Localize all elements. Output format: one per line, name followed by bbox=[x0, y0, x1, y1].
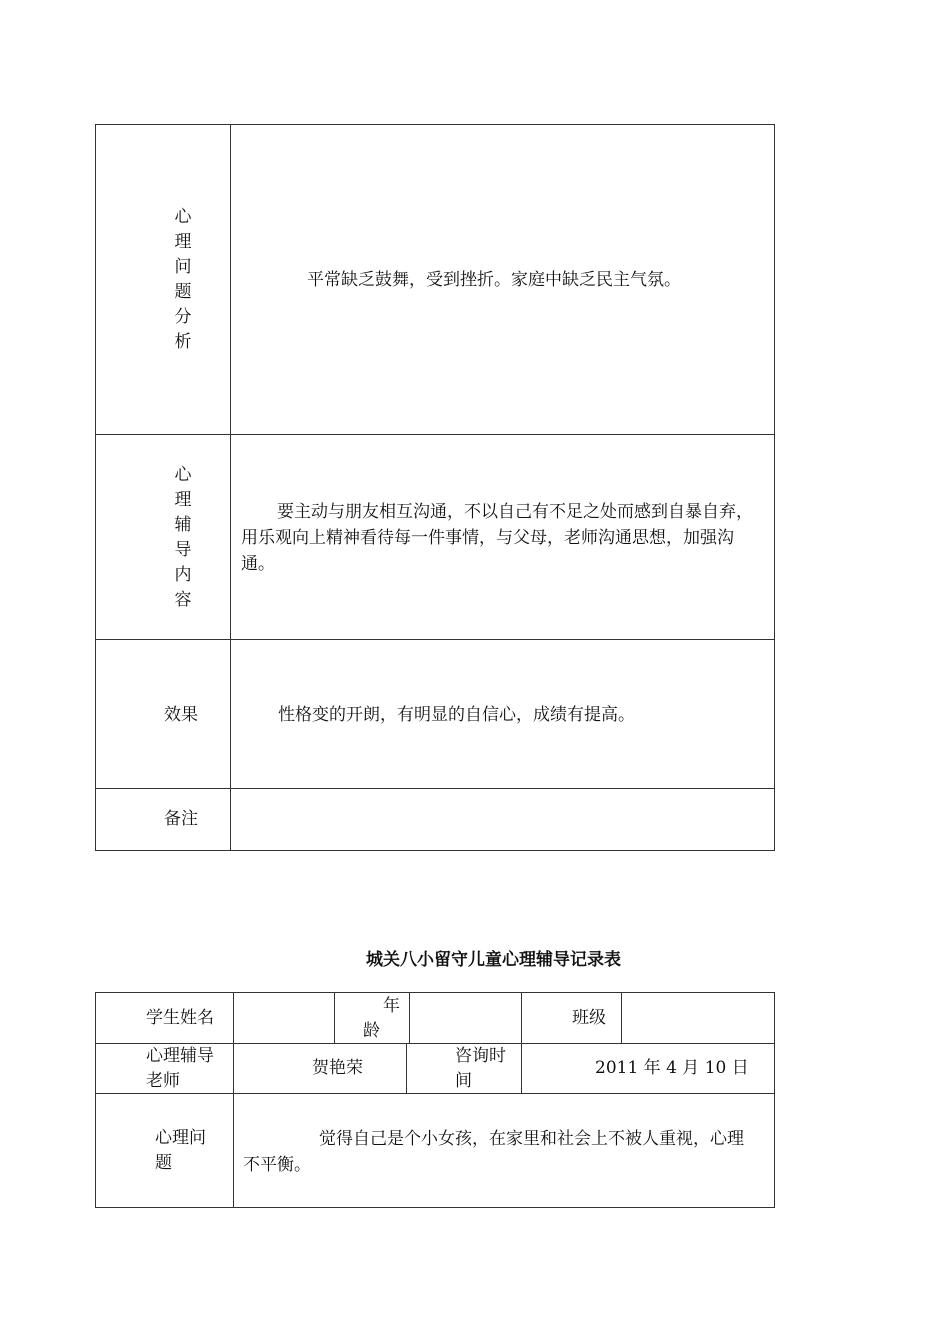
consult-time-value: 2011 年 4 月 10 日 bbox=[595, 1058, 749, 1078]
guidance-label-char: 导 bbox=[174, 540, 192, 560]
analysis-label-char: 分 bbox=[174, 307, 192, 327]
problem-text: 觉得自己是个小女孩，在家里和社会上不被人重视，心理不平衡。 bbox=[243, 1129, 744, 1175]
table-top-row-divider bbox=[95, 434, 775, 435]
counseling-table-top bbox=[95, 124, 775, 851]
guidance-label-char: 理 bbox=[174, 490, 192, 510]
guidance-label-char: 容 bbox=[174, 590, 192, 610]
table-top-row-divider bbox=[95, 788, 775, 789]
analysis-label-char: 理 bbox=[174, 232, 192, 252]
guidance-label-char: 内 bbox=[174, 565, 192, 585]
record-form-cell-divider bbox=[621, 992, 622, 1043]
teacher-label-line2: 老师 bbox=[146, 1071, 180, 1091]
analysis-label-char: 心 bbox=[174, 207, 192, 227]
guidance-label-char: 心 bbox=[174, 465, 192, 485]
record-form-cell-divider bbox=[409, 992, 410, 1043]
problem-label-line1: 心理问 bbox=[155, 1128, 206, 1148]
record-form-cell-divider bbox=[233, 992, 234, 1043]
record-form-cell-divider bbox=[233, 1043, 234, 1093]
consult-time-label-line2: 间 bbox=[455, 1071, 472, 1091]
student-name-label: 学生姓名 bbox=[146, 1008, 214, 1028]
guidance-text: 要主动与朋友相互沟通，不以自己有不足之处而感到自暴自弃，用乐观向上精神看待每一件事情，与父母，老师沟通思想，加强沟通。 bbox=[241, 502, 753, 574]
analysis-label-char: 析 bbox=[174, 332, 192, 352]
problem-label-line2: 题 bbox=[155, 1153, 172, 1173]
teacher-value: 贺艳荣 bbox=[312, 1058, 363, 1078]
analysis-label bbox=[173, 205, 193, 355]
guidance-label-char: 辅 bbox=[174, 515, 192, 535]
record-form-cell-divider bbox=[406, 1043, 407, 1093]
analysis-label-char: 问 bbox=[174, 257, 192, 277]
class-label: 班级 bbox=[572, 1008, 606, 1028]
record-form-title: 城关八小留守儿童心理辅导记录表 bbox=[366, 950, 621, 970]
analysis-text: 平常缺乏鼓舞，受到挫折。家庭中缺乏民主气氛。 bbox=[307, 270, 681, 290]
table-top-column-divider bbox=[230, 124, 231, 851]
record-form-cell-divider bbox=[521, 992, 522, 1043]
record-form-row-divider bbox=[95, 1093, 775, 1094]
remarks-label: 备注 bbox=[164, 809, 198, 829]
analysis-label-char: 题 bbox=[174, 282, 192, 302]
record-form-cell-divider bbox=[521, 1043, 522, 1093]
consult-time-label-line1: 咨询时 bbox=[455, 1046, 506, 1066]
guidance-label bbox=[173, 463, 193, 613]
teacher-label-line1: 心理辅导 bbox=[146, 1046, 214, 1066]
record-form-cell-divider bbox=[334, 992, 335, 1043]
effect-text: 性格变的开朗，有明显的自信心，成绩有提高。 bbox=[278, 705, 635, 725]
table-top-row-divider bbox=[95, 639, 775, 640]
record-form-cell-divider bbox=[233, 1093, 234, 1208]
age-label-line1: 年 bbox=[383, 996, 400, 1016]
age-label-line2: 龄 bbox=[363, 1021, 380, 1041]
effect-label: 效果 bbox=[164, 705, 198, 725]
